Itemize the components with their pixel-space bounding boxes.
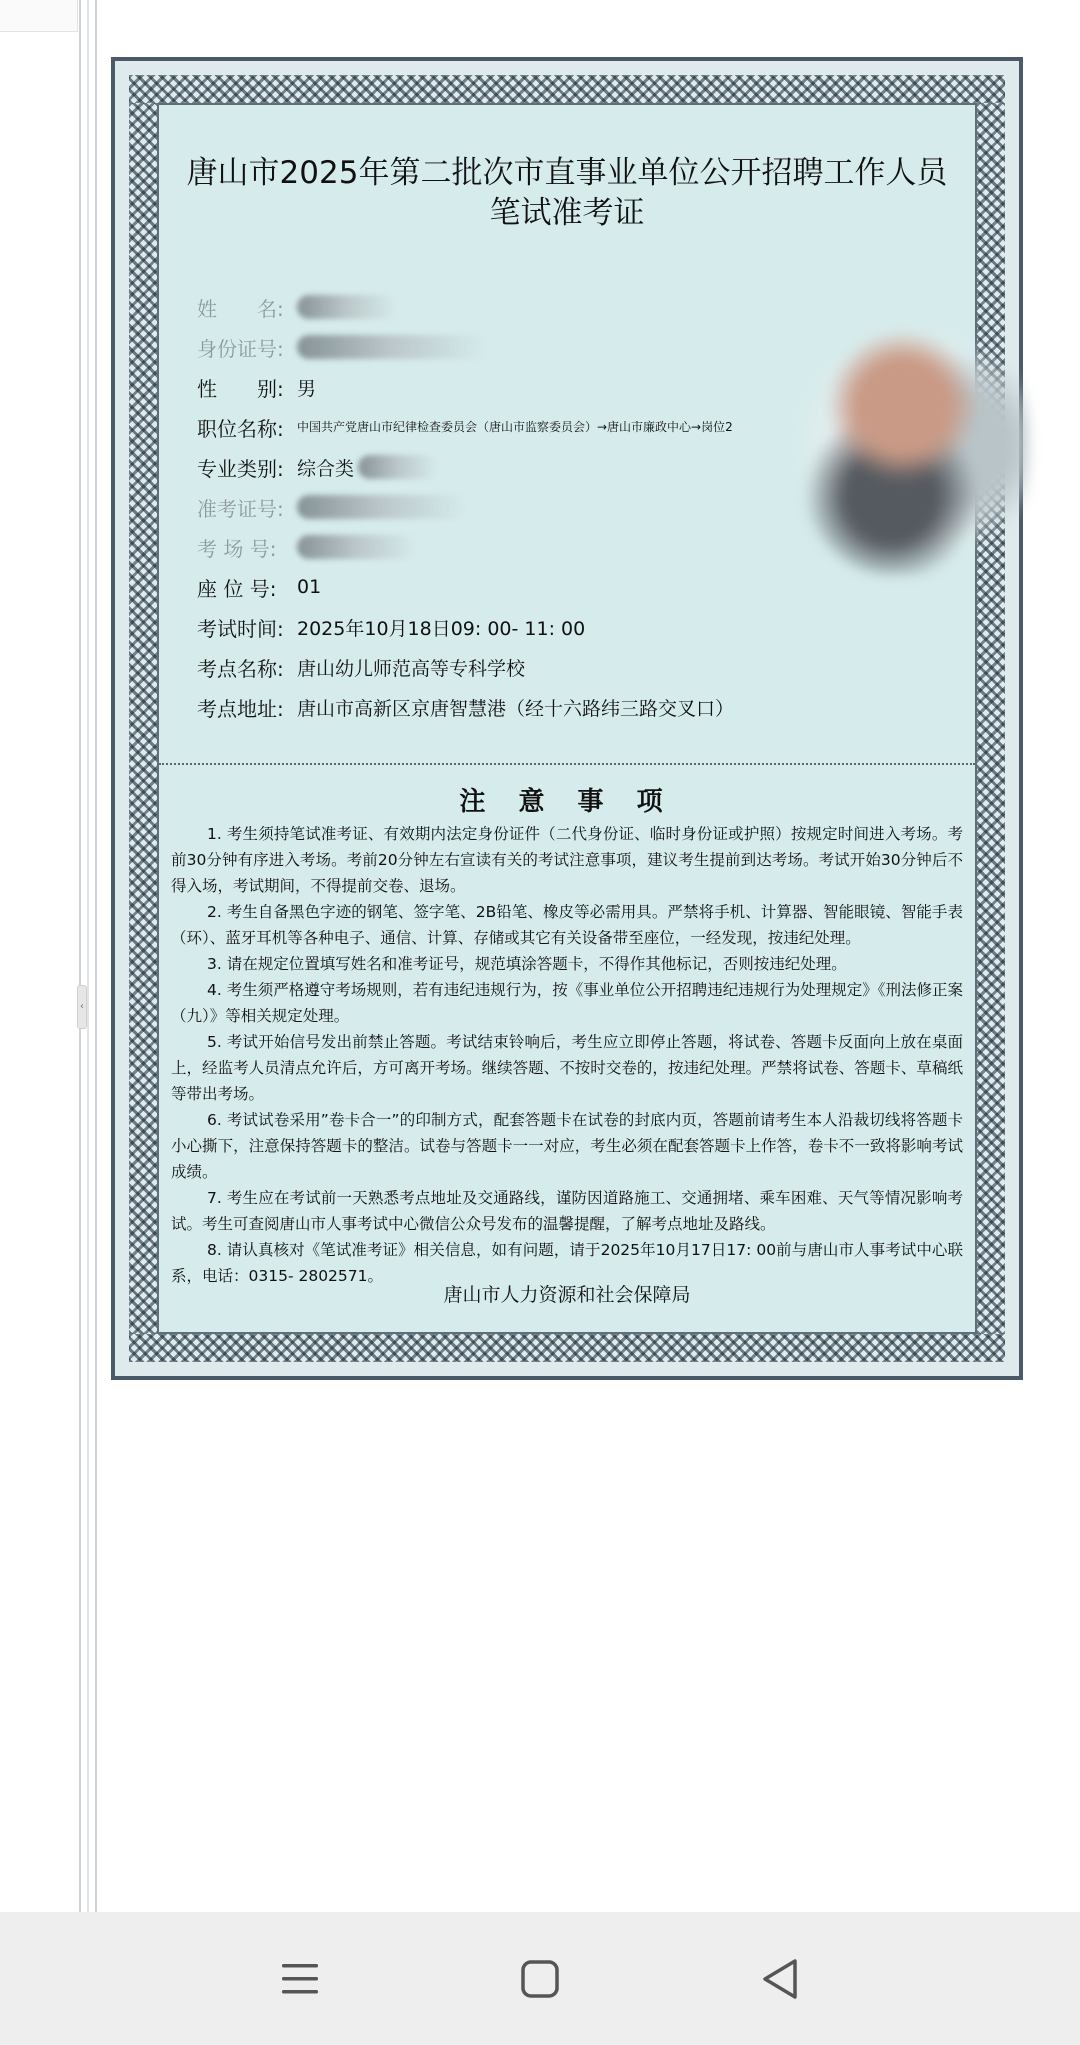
address-label: 考点地址: xyxy=(197,696,284,721)
id-redacted xyxy=(297,335,487,359)
border-pattern-right xyxy=(977,103,1005,1334)
ticket-body xyxy=(157,103,977,1334)
notice-item: 2. 考生自备黑色字迹的钢笔、签字笔、2B铅笔、橡皮等必需用具。严禁将手机、计算器、智能眼镜、智能手表（环）、蓝牙耳机等各种电子、通信、计算、存储或其它有关设备带至座位，一经发现，按违纪处理。 xyxy=(171,903,963,947)
category-label: 专业类别: xyxy=(197,456,284,481)
issuer: 唐山市人力资源和社会保障局 xyxy=(443,1284,691,1306)
ticket-frame xyxy=(115,61,1019,1376)
ticket-redacted xyxy=(297,495,467,519)
dotted-separator xyxy=(159,763,975,765)
title-line1: 唐山市2025年第二批次市直事业单位公开招聘工作人员 xyxy=(186,155,948,191)
position-value: 中国共产党唐山市纪律检查委员会（唐山市监察委员会）→唐山市廉政中心→岗位2 xyxy=(297,419,733,434)
notice-item: 4. 考生须严格遵守考场规则，若有违纪违规行为，按《事业单位公开招聘违纪违规行为处理规定》《刑法修正案（九）》等相关规定处理。 xyxy=(171,981,963,1025)
notice-item: 6. 考试试卷采用”卷卡合一”的印制方式，配套答题卡在试卷的封底内页，答题前请考生本人沿裁切线将答题卡小心撕下，注意保持答题卡的整洁。试卷与答题卡一一对应，考生必须在配套答题卡上作答，卷卡不一致将影响考试成绩。 xyxy=(171,1111,963,1181)
room-label: 考 场 号: xyxy=(197,536,277,561)
field-position xyxy=(197,407,817,447)
candidate-photo-redacted xyxy=(799,315,1029,575)
gender-value: 男 xyxy=(297,377,317,400)
notice-item: 5. 考试开始信号发出前禁止答题。考试结束铃响后，考生应立即停止答题，将试卷、答题卡反面向上放在桌面上，经监考人员清点允许后，方可离开考场。继续答题、不按时交卷的，按违纪处理。严禁将试卷、答题卡、草稿纸等带出考场。 xyxy=(171,1033,963,1103)
site-value: 唐山幼儿师范高等专科学校 xyxy=(297,657,526,680)
split-divider[interactable] xyxy=(79,0,97,1912)
seat-value: 01 xyxy=(297,576,322,598)
field-room xyxy=(197,527,817,567)
field-seat xyxy=(197,567,817,607)
seat-label: 座 位 号: xyxy=(197,576,277,601)
collapse-handle-icon[interactable]: ‹ xyxy=(77,985,87,1029)
address-value: 唐山市高新区京唐智慧港（经十六路纬三路交叉口） xyxy=(297,697,735,720)
field-name xyxy=(197,287,817,327)
time-value: 2025年10月18日09: 00- 11: 00 xyxy=(297,617,586,640)
border-pattern-left xyxy=(129,103,157,1334)
square-home-icon[interactable] xyxy=(510,1949,570,2009)
ticket-title xyxy=(159,153,975,233)
admission-ticket xyxy=(111,57,1023,1380)
category-value: 综合类 xyxy=(297,457,355,480)
ticket-label: 准考证号: xyxy=(197,496,284,521)
field-id xyxy=(197,327,817,367)
border-pattern-bottom xyxy=(129,1334,1005,1362)
site-label: 考点名称: xyxy=(197,656,284,681)
notice-item: 1. 考生须持笔试准考证、有效期内法定身份证件（二代身份证、临时身份证或护照）按规定时间进入考场。考前30分钟有序进入考场。考前20分钟左右宣读有关的考试注意事项，建议考生提前到达考场。考试开始30分钟后不得入场，考试期间，不得提前交卷、退场。 xyxy=(171,825,963,895)
menu-icon[interactable] xyxy=(270,1949,330,2009)
field-category xyxy=(197,447,817,487)
field-site xyxy=(197,647,817,687)
notice-item: 3. 请在规定位置填写姓名和准考证号，规范填涂答题卡，不得作其他标记，否则按违纪处理。 xyxy=(207,955,847,973)
left-panel-tab[interactable] xyxy=(0,0,78,32)
field-ticket-number xyxy=(197,487,817,527)
system-navigation-bar xyxy=(0,1912,1080,2045)
room-redacted xyxy=(297,535,417,559)
time-label: 考试时间: xyxy=(197,616,284,641)
notice-item: 8. 请认真核对《笔试准考证》相关信息，如有问题，请于2025年10月17日17: 00前与唐山市人事考试中心联系，电话：0315- 2802571。 xyxy=(171,1241,963,1285)
field-time xyxy=(197,607,817,647)
id-label: 身份证号: xyxy=(197,336,284,361)
category-redacted xyxy=(358,455,438,479)
notice-list xyxy=(171,821,963,1289)
name-redacted xyxy=(297,295,397,319)
notice-title: 注 意 事 项 xyxy=(459,787,675,817)
gender-label: 性 别: xyxy=(197,376,284,401)
name-label: 姓 名: xyxy=(197,296,284,321)
border-pattern-top xyxy=(129,75,1005,103)
field-gender xyxy=(197,367,817,407)
field-address xyxy=(197,687,817,727)
position-label: 职位名称: xyxy=(197,416,284,441)
left-panel xyxy=(0,0,78,1912)
title-line2: 笔试准考证 xyxy=(489,195,645,231)
triangle-back-icon[interactable] xyxy=(750,1949,810,2009)
notice-item: 7. 考生应在考试前一天熟悉考点地址及交通路线，谨防因道路施工、交通拥堵、乘车困难、天气等情况影响考试。考生可查阅唐山市人事考试中心微信公众号发布的温馨提醒，了解考点地址及路线。 xyxy=(171,1189,963,1233)
candidate-fields xyxy=(197,287,817,727)
